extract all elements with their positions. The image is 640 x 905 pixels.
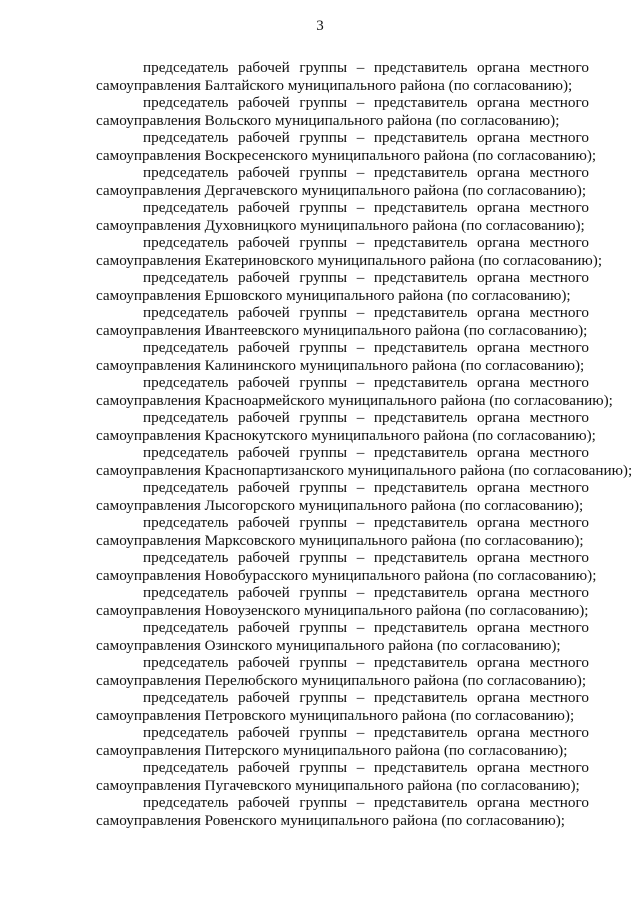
- entry-word: –: [356, 794, 365, 811]
- entry-word: рабочей: [238, 374, 290, 391]
- entry-word: местного: [529, 59, 589, 76]
- entry-second-line: самоуправления Ивантеевского муниципального района (по согласованию);: [96, 321, 588, 339]
- list-item: [96, 339, 589, 374]
- entry-word: представитель: [373, 129, 468, 146]
- entry-word: группы: [299, 584, 348, 601]
- entry-word: местного: [529, 549, 589, 566]
- entry-word: группы: [299, 759, 348, 776]
- entry-word: рабочей: [238, 269, 290, 286]
- entry-word: рабочей: [238, 164, 290, 181]
- entry-word: органа: [477, 584, 521, 601]
- entry-word: рабочей: [238, 129, 290, 146]
- entry-first-line: [96, 619, 589, 637]
- entry-word: –: [356, 549, 365, 566]
- entry-first-line: [96, 339, 589, 357]
- entry-second-line: самоуправления Ровенского муниципального района (по согласованию);: [96, 811, 565, 829]
- entry-word: представитель: [373, 724, 468, 741]
- entry-word: –: [356, 304, 365, 321]
- entry-first-line: [96, 584, 589, 602]
- entry-first-line: [96, 759, 589, 777]
- entry-second-line: самоуправления Ершовского муниципального района (по согласованию);: [96, 286, 571, 304]
- entry-word: –: [356, 164, 365, 181]
- entry-word: органа: [477, 164, 521, 181]
- entry-word: группы: [299, 619, 348, 636]
- entry-word: местного: [529, 234, 589, 251]
- entry-word: председатель: [143, 339, 229, 356]
- entry-word: органа: [477, 304, 521, 321]
- entry-word: местного: [529, 514, 589, 531]
- entry-word: местного: [529, 584, 589, 601]
- list-item: [96, 94, 589, 129]
- entry-word: группы: [299, 374, 348, 391]
- entry-word: представитель: [373, 444, 468, 461]
- entry-word: председатель: [143, 584, 229, 601]
- entry-word: председатель: [143, 794, 229, 811]
- entry-word: представитель: [373, 619, 468, 636]
- entry-word: –: [356, 94, 365, 111]
- entry-word: местного: [529, 689, 589, 706]
- entry-word: группы: [299, 724, 348, 741]
- entry-word: председатель: [143, 304, 229, 321]
- entry-word: представитель: [373, 269, 468, 286]
- entry-word: органа: [477, 444, 521, 461]
- entry-word: органа: [477, 374, 521, 391]
- entry-word: рабочей: [238, 619, 290, 636]
- entry-word: представитель: [373, 479, 468, 496]
- entry-word: представитель: [373, 654, 468, 671]
- entry-first-line: [96, 59, 589, 77]
- list-item: [96, 794, 589, 829]
- entry-word: местного: [529, 724, 589, 741]
- entry-word: рабочей: [238, 94, 290, 111]
- entry-second-line: самоуправления Екатериновского муниципального района (по согласованию);: [96, 251, 603, 269]
- entry-word: органа: [477, 724, 521, 741]
- entry-second-line: самоуправления Перелюбского муниципального района (по согласованию);: [96, 671, 587, 689]
- list-item: [96, 409, 596, 444]
- entry-word: органа: [477, 339, 521, 356]
- entry-second-line: самоуправления Балтайского муниципального района (по согласованию);: [96, 76, 573, 94]
- entry-word: представитель: [373, 409, 468, 426]
- entry-word: органа: [477, 654, 521, 671]
- entry-second-line: самоуправления Озинского муниципального района (по согласованию);: [96, 636, 561, 654]
- entry-word: органа: [477, 549, 521, 566]
- entry-word: председатель: [143, 479, 229, 496]
- entry-word: группы: [299, 689, 348, 706]
- entry-word: представитель: [373, 689, 468, 706]
- entry-word: –: [356, 59, 365, 76]
- entry-word: –: [356, 199, 365, 216]
- entry-word: группы: [299, 304, 348, 321]
- list-item: [96, 584, 589, 619]
- entry-word: представитель: [373, 199, 468, 216]
- entry-word: председатель: [143, 549, 229, 566]
- entry-word: местного: [529, 794, 589, 811]
- entry-first-line: [96, 234, 589, 252]
- list-item: [96, 549, 597, 584]
- entry-word: группы: [299, 794, 348, 811]
- entry-word: органа: [477, 94, 521, 111]
- entry-word: местного: [529, 374, 589, 391]
- entry-word: председатель: [143, 689, 229, 706]
- entry-word: органа: [477, 59, 521, 76]
- list-item: [96, 654, 589, 689]
- entry-word: местного: [529, 619, 589, 636]
- entry-first-line: [96, 164, 589, 182]
- entry-second-line: самоуправления Новоузенского муниципального района (по согласованию);: [96, 601, 589, 619]
- entry-word: группы: [299, 409, 348, 426]
- entry-word: рабочей: [238, 549, 290, 566]
- entry-word: группы: [299, 514, 348, 531]
- entry-first-line: [96, 549, 589, 567]
- entry-word: председатель: [143, 199, 229, 216]
- entry-word: председатель: [143, 409, 229, 426]
- entry-word: местного: [529, 339, 589, 356]
- entry-word: председатель: [143, 94, 229, 111]
- entry-word: группы: [299, 269, 348, 286]
- entry-word: –: [356, 479, 365, 496]
- list-item: [96, 129, 597, 164]
- entry-first-line: [96, 479, 589, 497]
- entry-word: группы: [299, 129, 348, 146]
- entry-word: председатель: [143, 724, 229, 741]
- entry-word: местного: [529, 164, 589, 181]
- list-item: [96, 59, 589, 94]
- entry-word: представитель: [373, 94, 468, 111]
- entry-word: группы: [299, 339, 348, 356]
- entry-word: местного: [529, 94, 589, 111]
- list-item: [96, 689, 589, 724]
- entry-word: –: [356, 654, 365, 671]
- entry-word: органа: [477, 269, 521, 286]
- entry-first-line: [96, 269, 589, 287]
- entry-second-line: самоуправления Красноармейского муниципального района (по согласованию);: [96, 391, 613, 409]
- entry-second-line: самоуправления Краснокутского муниципального района (по согласованию);: [96, 426, 596, 444]
- entry-word: местного: [529, 479, 589, 496]
- entry-word: рабочей: [238, 339, 290, 356]
- entry-word: группы: [299, 549, 348, 566]
- entry-second-line: самоуправления Новобурасского муниципального района (по согласованию);: [96, 566, 597, 584]
- entry-word: –: [356, 444, 365, 461]
- entry-word: председатель: [143, 164, 229, 181]
- entry-second-line: самоуправления Петровского муниципального района (по согласованию);: [96, 706, 575, 724]
- entry-second-line: самоуправления Лысогорского муниципального района (по согласованию);: [96, 496, 584, 514]
- entry-word: органа: [477, 794, 521, 811]
- entry-word: органа: [477, 689, 521, 706]
- entry-first-line: [96, 94, 589, 112]
- entry-word: представитель: [373, 339, 468, 356]
- entry-word: рабочей: [238, 234, 290, 251]
- entry-word: рабочей: [238, 794, 290, 811]
- entry-word: группы: [299, 199, 348, 216]
- entry-word: рабочей: [238, 724, 290, 741]
- entry-word: –: [356, 269, 365, 286]
- list-item: [96, 514, 589, 549]
- entry-word: органа: [477, 199, 521, 216]
- entry-word: представитель: [373, 374, 468, 391]
- entry-word: председатель: [143, 514, 229, 531]
- entry-word: рабочей: [238, 759, 290, 776]
- list-item: [96, 199, 589, 234]
- entry-first-line: [96, 514, 589, 532]
- entry-word: –: [356, 374, 365, 391]
- entry-second-line: самоуправления Краснопартизанского муниципального района (по согласованию);: [96, 461, 633, 479]
- entry-word: представитель: [373, 759, 468, 776]
- entry-word: органа: [477, 129, 521, 146]
- entry-word: органа: [477, 759, 521, 776]
- entry-word: председатель: [143, 234, 229, 251]
- entry-word: органа: [477, 409, 521, 426]
- page-number: 3: [316, 18, 324, 34]
- entry-word: –: [356, 759, 365, 776]
- list-item: [96, 164, 589, 199]
- list-item: [96, 374, 613, 409]
- list-item: [96, 759, 589, 794]
- entry-first-line: [96, 444, 589, 462]
- entry-first-line: [96, 199, 589, 217]
- entry-word: представитель: [373, 234, 468, 251]
- entry-word: местного: [529, 654, 589, 671]
- entry-word: органа: [477, 234, 521, 251]
- entry-word: группы: [299, 479, 348, 496]
- entry-second-line: самоуправления Питерского муниципального района (по согласованию);: [96, 741, 568, 759]
- entry-word: представитель: [373, 549, 468, 566]
- entry-second-line: самоуправления Воскресенского муниципального района (по согласованию);: [96, 146, 597, 164]
- entry-word: –: [356, 689, 365, 706]
- entry-word: –: [356, 584, 365, 601]
- entry-word: председатель: [143, 269, 229, 286]
- entry-second-line: самоуправления Пугачевского муниципального района (по согласованию);: [96, 776, 580, 794]
- entry-word: представитель: [373, 59, 468, 76]
- entry-word: представитель: [373, 584, 468, 601]
- entry-word: рабочей: [238, 514, 290, 531]
- entry-word: –: [356, 234, 365, 251]
- entry-first-line: [96, 304, 589, 322]
- entry-word: рабочей: [238, 654, 290, 671]
- entry-word: местного: [529, 304, 589, 321]
- entry-word: местного: [529, 129, 589, 146]
- entry-word: председатель: [143, 59, 229, 76]
- entry-word: группы: [299, 234, 348, 251]
- entry-word: рабочей: [238, 444, 290, 461]
- entry-second-line: самоуправления Духовницкого муниципального района (по согласованию);: [96, 216, 585, 234]
- entry-word: группы: [299, 164, 348, 181]
- entry-word: местного: [529, 444, 589, 461]
- list-item: [96, 304, 589, 339]
- entry-word: органа: [477, 514, 521, 531]
- entry-word: –: [356, 339, 365, 356]
- entry-second-line: самоуправления Марксовского муниципального района (по согласованию);: [96, 531, 584, 549]
- entry-word: –: [356, 514, 365, 531]
- entry-word: органа: [477, 619, 521, 636]
- entry-word: представитель: [373, 304, 468, 321]
- entry-word: представитель: [373, 794, 468, 811]
- entry-word: группы: [299, 59, 348, 76]
- entry-word: рабочей: [238, 479, 290, 496]
- entry-word: –: [356, 409, 365, 426]
- entry-first-line: [96, 409, 589, 427]
- entry-first-line: [96, 129, 589, 147]
- list-item: [96, 619, 589, 654]
- entry-word: группы: [299, 654, 348, 671]
- entry-word: председатель: [143, 759, 229, 776]
- entry-first-line: [96, 654, 589, 672]
- entry-first-line: [96, 794, 589, 812]
- entry-word: председатель: [143, 619, 229, 636]
- entry-word: –: [356, 724, 365, 741]
- list-item: [96, 724, 589, 759]
- entry-second-line: самоуправления Вольского муниципального района (по согласованию);: [96, 111, 560, 129]
- entry-first-line: [96, 724, 589, 742]
- list-item: [96, 234, 603, 269]
- list-item: [96, 479, 589, 514]
- entry-word: рабочей: [238, 689, 290, 706]
- entry-word: представитель: [373, 514, 468, 531]
- entry-word: председатель: [143, 654, 229, 671]
- entry-first-line: [96, 689, 589, 707]
- list-item: [96, 444, 633, 479]
- entry-second-line: самоуправления Калининского муниципального района (по согласованию);: [96, 356, 585, 374]
- entry-word: органа: [477, 479, 521, 496]
- entry-word: группы: [299, 94, 348, 111]
- entry-word: группы: [299, 444, 348, 461]
- list-item: [96, 269, 589, 304]
- entry-word: представитель: [373, 164, 468, 181]
- entry-word: рабочей: [238, 409, 290, 426]
- entry-word: местного: [529, 409, 589, 426]
- entry-word: местного: [529, 269, 589, 286]
- entry-word: рабочей: [238, 199, 290, 216]
- entry-second-line: самоуправления Дергачевского муниципального района (по согласованию);: [96, 181, 587, 199]
- entry-word: –: [356, 129, 365, 146]
- entry-word: –: [356, 619, 365, 636]
- entry-word: председатель: [143, 374, 229, 391]
- entry-word: председатель: [143, 444, 229, 461]
- entry-word: рабочей: [238, 304, 290, 321]
- entry-word: рабочей: [238, 59, 290, 76]
- member-list: [96, 59, 633, 829]
- entry-word: рабочей: [238, 584, 290, 601]
- entry-word: местного: [529, 199, 589, 216]
- entry-word: председатель: [143, 129, 229, 146]
- entry-first-line: [96, 374, 589, 392]
- entry-word: местного: [529, 759, 589, 776]
